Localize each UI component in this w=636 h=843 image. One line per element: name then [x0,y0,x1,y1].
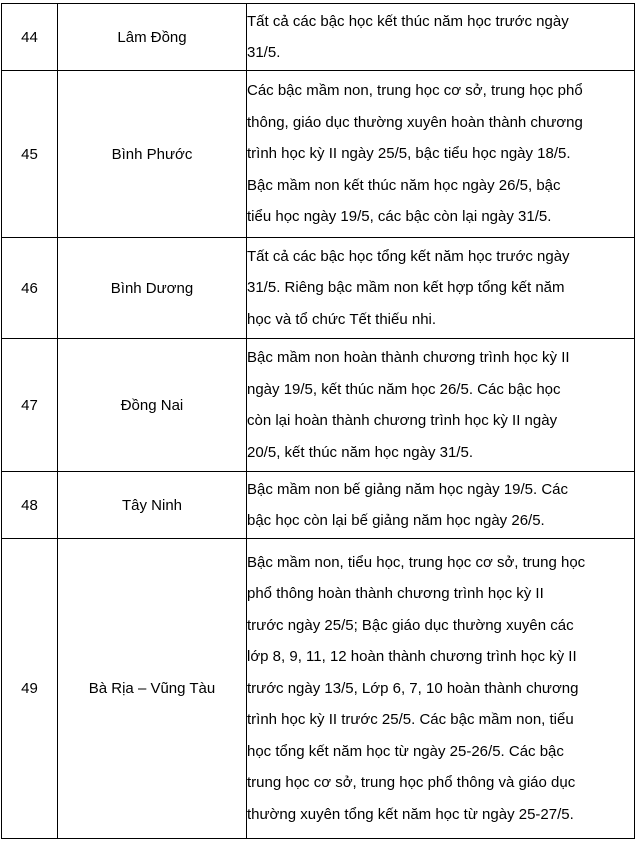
schedule-description [247,71,635,238]
description-line: ngày 19/5, kết thúc năm học 26/5. Các bậc học [247,380,561,398]
description-line: trước ngày 13/5, Lớp 6, 7, 10 hoàn thành chương [247,679,579,697]
school-year-schedule-table [1,3,635,839]
province-name: Bình Dương [58,238,247,339]
description-line: học tổng kết năm học từ ngày 25-26/5. Các bậc [247,742,564,760]
province-name: Bà Rịa – Vũng Tàu [58,539,247,839]
schedule-description [247,4,635,71]
description-line: Bậc mầm non hoàn thành chương trình học kỳ II [247,349,570,366]
table-body [2,4,635,839]
description-line: trình học kỳ II trước 25/5. Các bậc mầm non, tiểu [247,711,574,729]
description-line: học và tổ chức Tết thiếu nhi. [247,310,437,328]
province-name: Bình Phước [58,71,247,238]
province-name: Tây Ninh [58,472,247,539]
description-line: tiểu học ngày 19/5, các bậc còn lại ngày 31/5. [247,208,552,226]
description-line: 31/5. Riêng bậc mầm non kết hợp tổng kết năm [247,279,565,297]
row-number: 48 [2,472,58,539]
description-line: phổ thông hoàn thành chương trình học kỳ II [247,585,544,603]
description-line: 31/5. [247,44,281,61]
description-line: thường xuyên tổng kết năm học từ ngày 25-27/5. [247,805,574,823]
description-line: bậc học còn lại bế giảng năm học ngày 26/5. [247,512,545,529]
row-number: 47 [2,339,58,472]
table-row [2,339,635,472]
table-row [2,539,635,839]
row-number: 45 [2,71,58,238]
table-row [2,4,635,71]
table-row [2,472,635,539]
row-number: 49 [2,539,58,839]
row-number: 44 [2,4,58,71]
description-line: Tất cả các bậc học kết thúc năm học trước ngày [247,12,569,30]
province-name: Đồng Nai [58,339,247,472]
table-row [2,238,635,339]
description-line: Bậc mầm non, tiểu học, trung học cơ sở, trung học [247,553,586,571]
description-line: thông, giáo dục thường xuyên hoàn thành chương [247,113,583,131]
description-line: Tất cả các bậc học tổng kết năm học trước ngày [247,247,570,265]
province-name: Lâm Đồng [58,4,247,71]
description-line: còn lại hoàn thành chương trình học kỳ II ngày [247,412,558,429]
schedule-description [247,339,635,472]
description-line: trung học cơ sở, trung học phổ thông và giáo dục [247,774,576,792]
schedule-description [247,238,635,339]
description-line: Các bậc mầm non, trung học cơ sở, trung học phổ [247,82,583,100]
table-row [2,71,635,238]
description-line: trình học kỳ II ngày 25/5, bậc tiểu học ngày 18/5. [247,145,571,163]
schedule-description [247,539,635,839]
description-line: lớp 8, 9, 11, 12 hoàn thành chương trình học kỳ II [247,648,577,666]
description-line: Bậc mầm non kết thúc năm học ngày 26/5, bậc [247,176,561,194]
row-number: 46 [2,238,58,339]
description-line: 20/5, kết thúc năm học ngày 31/5. [247,443,473,461]
description-line: Bậc mầm non bế giảng năm học ngày 19/5. Các [247,480,569,498]
schedule-description [247,472,635,539]
description-line: trước ngày 25/5; Bậc giáo dục thường xuyên các [247,616,574,634]
